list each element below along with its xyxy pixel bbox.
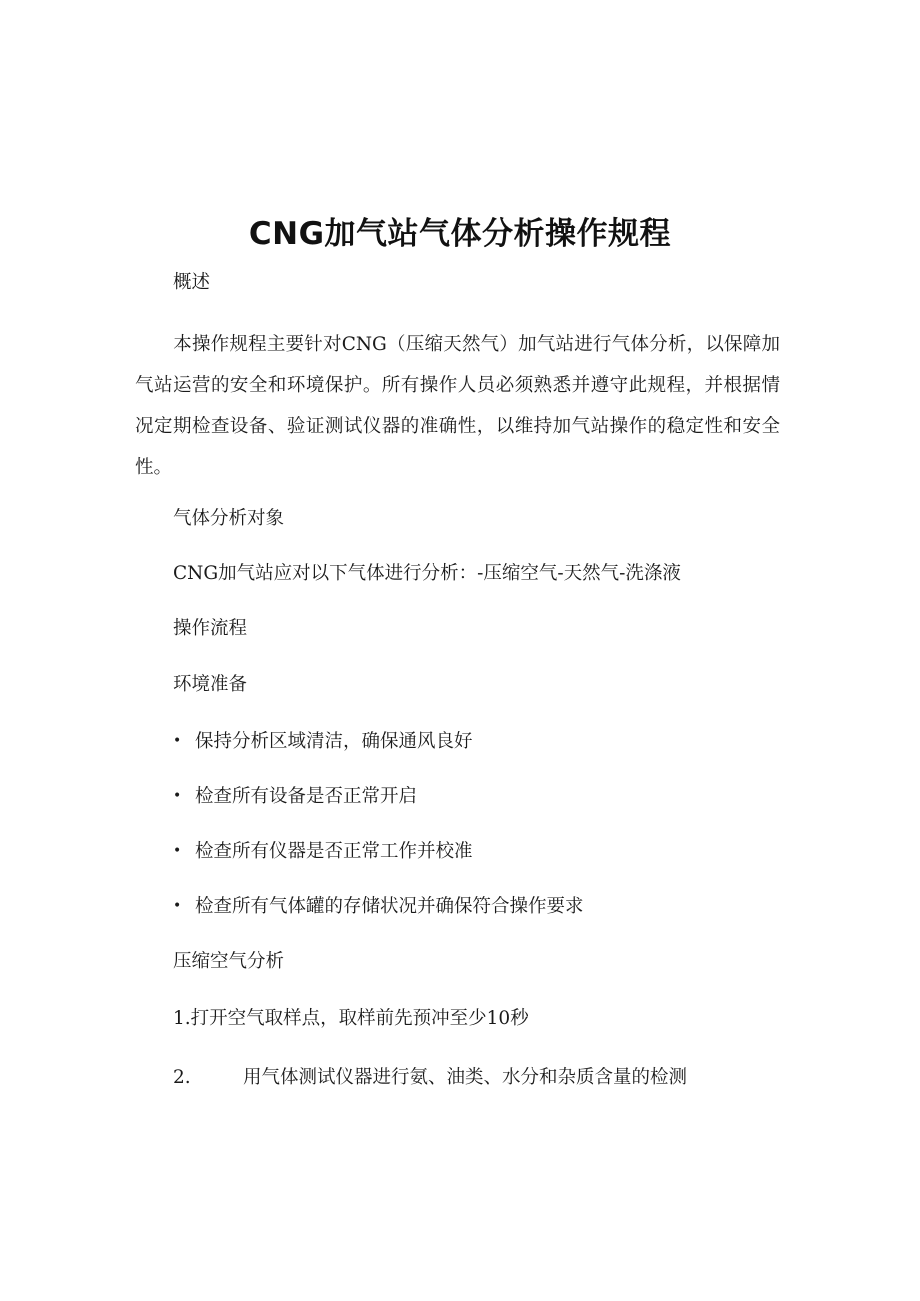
document-title: CNG加气站气体分析操作规程 [248,216,672,252]
process-heading: 操作流程 [173,618,248,639]
bullet-dot: • [173,733,182,749]
objects-text: CNG加气站应对以下气体进行分析：-压缩空气-天然气-洗涤液 [173,563,681,584]
air-heading: 压缩空气分析 [173,951,285,972]
env-item [173,838,473,865]
air-step-1: 1.打开空气取样点，取样前先预冲至少10秒 [173,1008,529,1029]
objects-heading: 气体分析对象 [173,508,285,529]
air-step-2-text: 用气体测试仪器进行氨、油类、水分和杂质含量的检测 [243,1067,688,1088]
overview-paragraph-text: 本操作规程主要针对CNG（压缩天然气）加气站进行气体分析，以保障加气站运营的安全和环境保护。所有操作人员必须熟悉并遵守此规程，并根据情况定期检查设备、验证测试仪器的准确性，以维持加气站操作的稳定性和安全性。 [135,334,780,478]
air-step-2-number: 2. [173,1067,191,1088]
env-item [173,728,473,755]
bullet-dot: • [173,898,182,914]
bullet-dot: • [173,843,182,859]
air-step-2 [173,1065,687,1091]
bullet-dot: • [173,788,182,804]
overview-heading: 概述 [173,272,211,293]
env-item-text: 检查所有设备是否正常开启 [195,786,418,807]
env-item [173,893,584,920]
env-item-text: 检查所有仪器是否正常工作并校准 [195,841,473,862]
env-item [173,783,417,810]
env-item-text: 检查所有气体罐的存储状况并确保符合操作要求 [195,896,584,917]
env-heading: 环境准备 [173,674,248,695]
env-item-text: 保持分析区域清洁，确保通风良好 [195,731,473,752]
overview-paragraph [135,324,780,488]
